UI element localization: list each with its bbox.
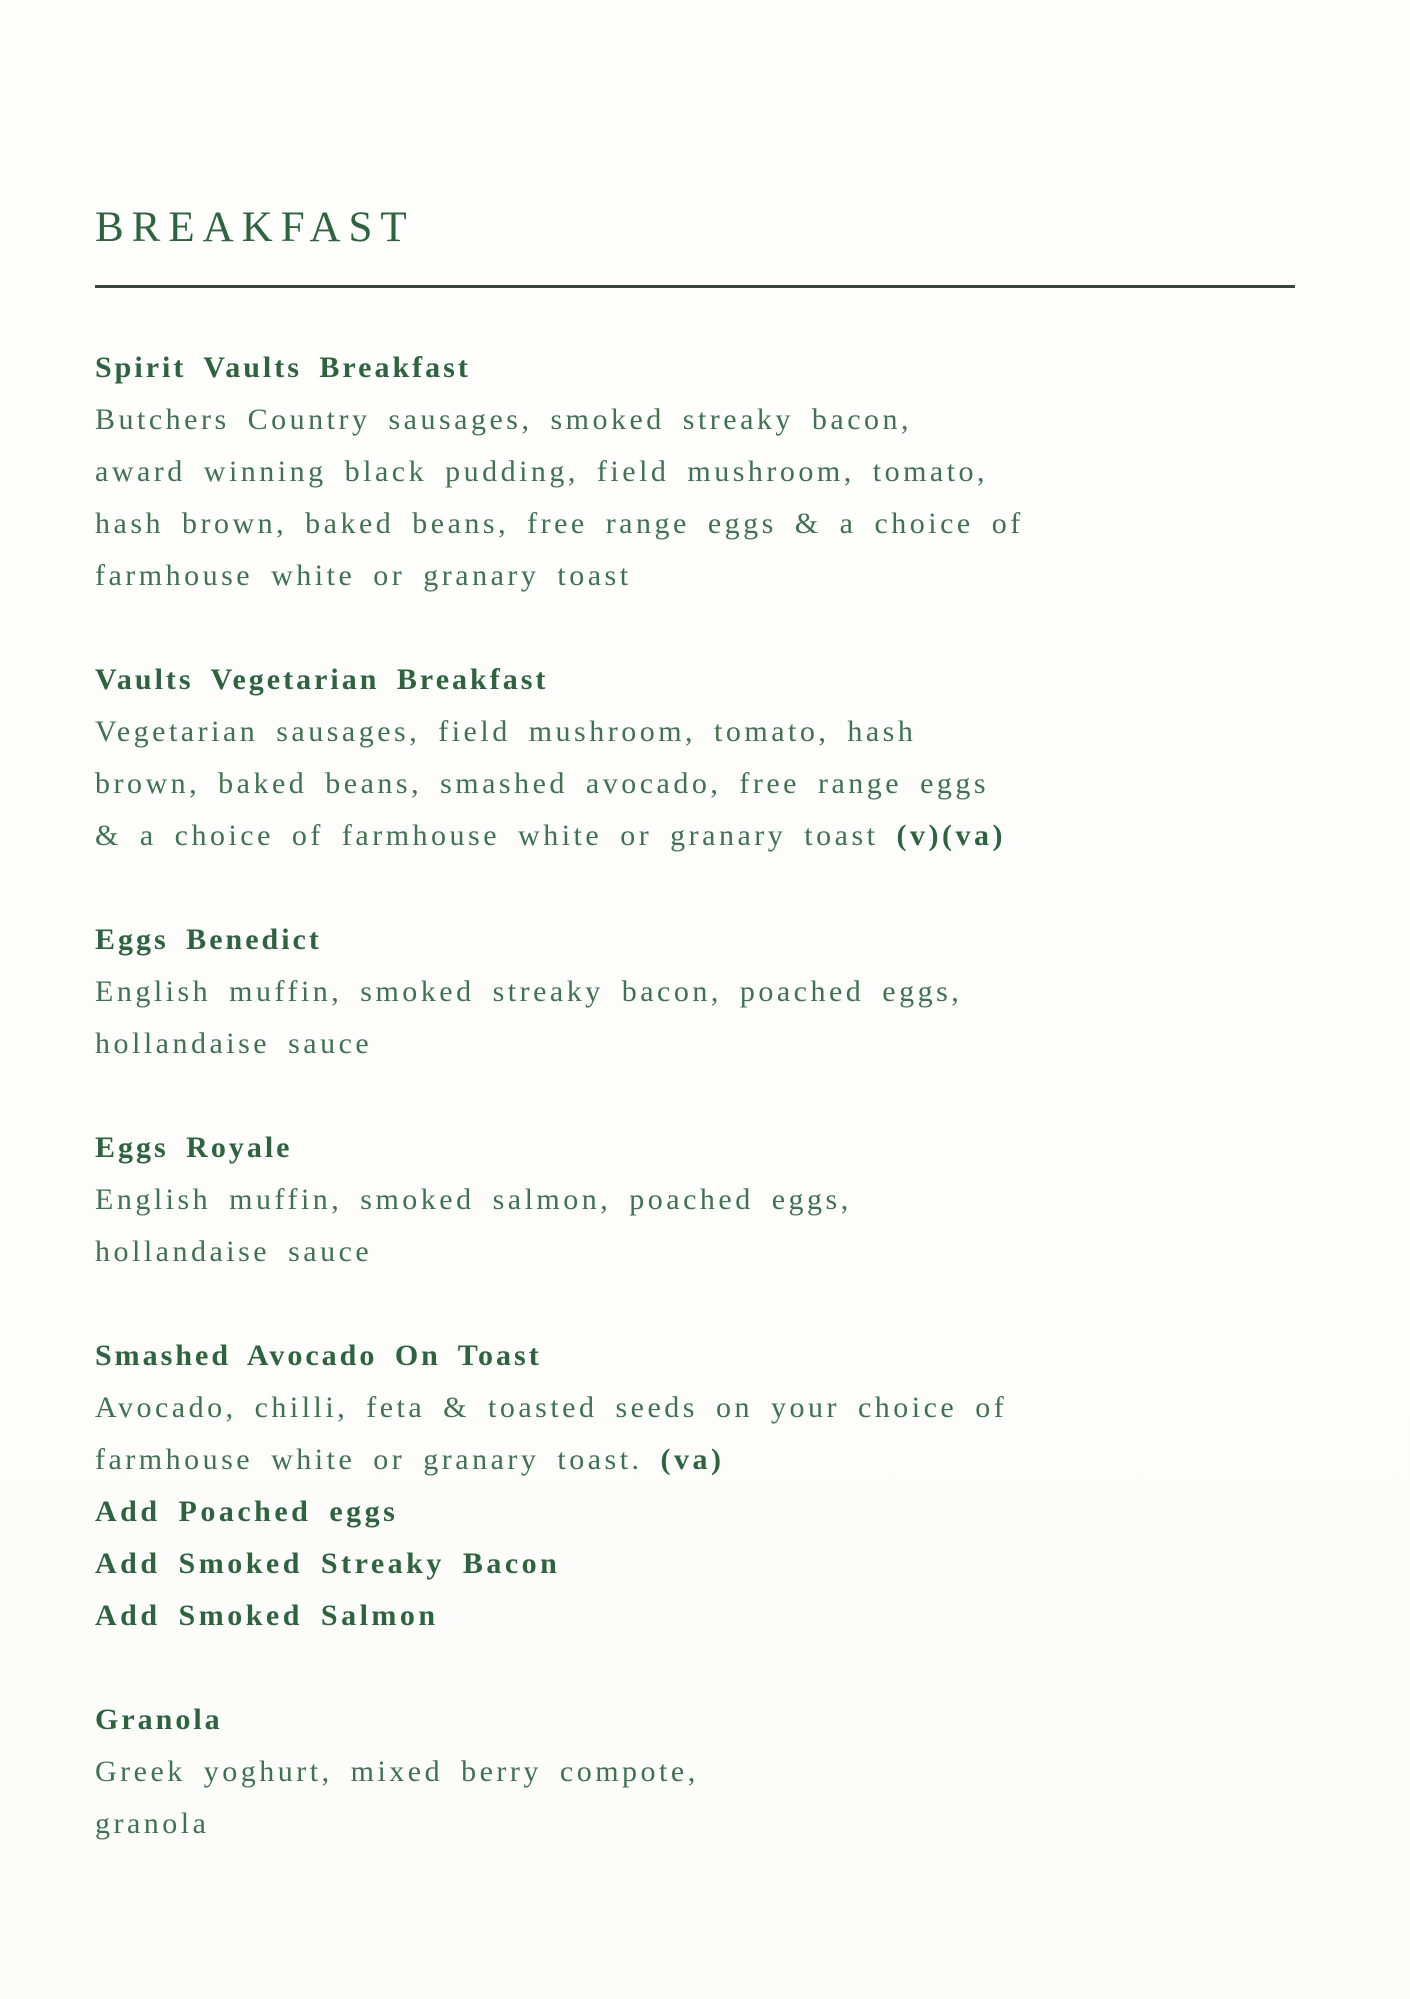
- dietary-tag: (v)(va): [896, 819, 1006, 852]
- menu-section: [95, 1122, 1295, 1278]
- description-text: Greek yoghurt, mixed berry compote,: [95, 1755, 699, 1788]
- menu-item-description-line: [95, 498, 1295, 550]
- menu-item-heading: Eggs Royale: [95, 1131, 293, 1164]
- description-text: English muffin, smoked streaky bacon, poached eggs,: [95, 975, 963, 1008]
- menu-addon-label: Add Smoked Salmon: [95, 1599, 439, 1632]
- menu-addon-label: Add Poached eggs: [95, 1495, 399, 1528]
- menu-item-heading: Smashed Avocado On Toast: [95, 1339, 542, 1372]
- menu-item-heading: Eggs Benedict: [95, 923, 322, 956]
- description-text: English muffin, smoked salmon, poached eggs,: [95, 1183, 852, 1216]
- menu-item-description-line: [95, 1590, 1295, 1642]
- menu-item-heading: Vaults Vegetarian Breakfast: [95, 663, 549, 696]
- dietary-tag: (va): [660, 1443, 725, 1476]
- menu-item-description-line: [95, 1486, 1295, 1538]
- menu-section-list: [95, 342, 1295, 1850]
- description-text: hollandaise sauce: [95, 1235, 373, 1268]
- menu-item-description-line: [95, 446, 1295, 498]
- menu-section: [95, 1694, 1295, 1850]
- menu-item-description-line: [95, 1746, 1295, 1798]
- menu-addon-label: Add Smoked Streaky Bacon: [95, 1547, 561, 1580]
- description-text: Vegetarian sausages, field mushroom, tomato, hash: [95, 715, 917, 748]
- menu-item-description-line: [95, 1174, 1295, 1226]
- title-divider-rule: [95, 285, 1295, 288]
- menu-item-description-line: [95, 966, 1295, 1018]
- description-text: & a choice of farmhouse white or granary toast: [95, 819, 897, 852]
- page-title: BREAKFAST: [95, 204, 415, 251]
- description-text: farmhouse white or granary toast: [95, 559, 632, 592]
- menu-section: [95, 1330, 1295, 1642]
- menu-section: [95, 654, 1295, 862]
- menu-item-description-line: [95, 1382, 1295, 1434]
- description-text: brown, baked beans, smashed avocado, free range eggs: [95, 767, 990, 800]
- description-text: Avocado, chilli, feta & toasted seeds on your choice of: [95, 1391, 1008, 1424]
- description-text: farmhouse white or granary toast.: [95, 1443, 661, 1476]
- description-text: hollandaise sauce: [95, 1027, 373, 1060]
- menu-item-description-line: [95, 758, 1295, 810]
- description-text: hash brown, baked beans, free range eggs & a choice of: [95, 507, 1024, 540]
- menu-item-description-line: [95, 1018, 1295, 1070]
- menu-item-description-line: [95, 1538, 1295, 1590]
- menu-item-heading: Granola: [95, 1703, 223, 1736]
- menu-item-description-line: [95, 810, 1295, 862]
- menu-item-heading: Spirit Vaults Breakfast: [95, 351, 471, 384]
- menu-item-description-line: [95, 1798, 1295, 1850]
- menu-item-description-line: [95, 1226, 1295, 1278]
- menu-section: [95, 914, 1295, 1070]
- menu-item-description-line: [95, 1434, 1295, 1486]
- description-text: award winning black pudding, field mushroom, tomato,: [95, 455, 989, 488]
- description-text: Butchers Country sausages, smoked streaky bacon,: [95, 403, 913, 436]
- menu-section: [95, 342, 1295, 602]
- menu-item-description-line: [95, 394, 1295, 446]
- menu-item-description-line: [95, 550, 1295, 602]
- menu-item-description-line: [95, 706, 1295, 758]
- description-text: granola: [95, 1807, 210, 1840]
